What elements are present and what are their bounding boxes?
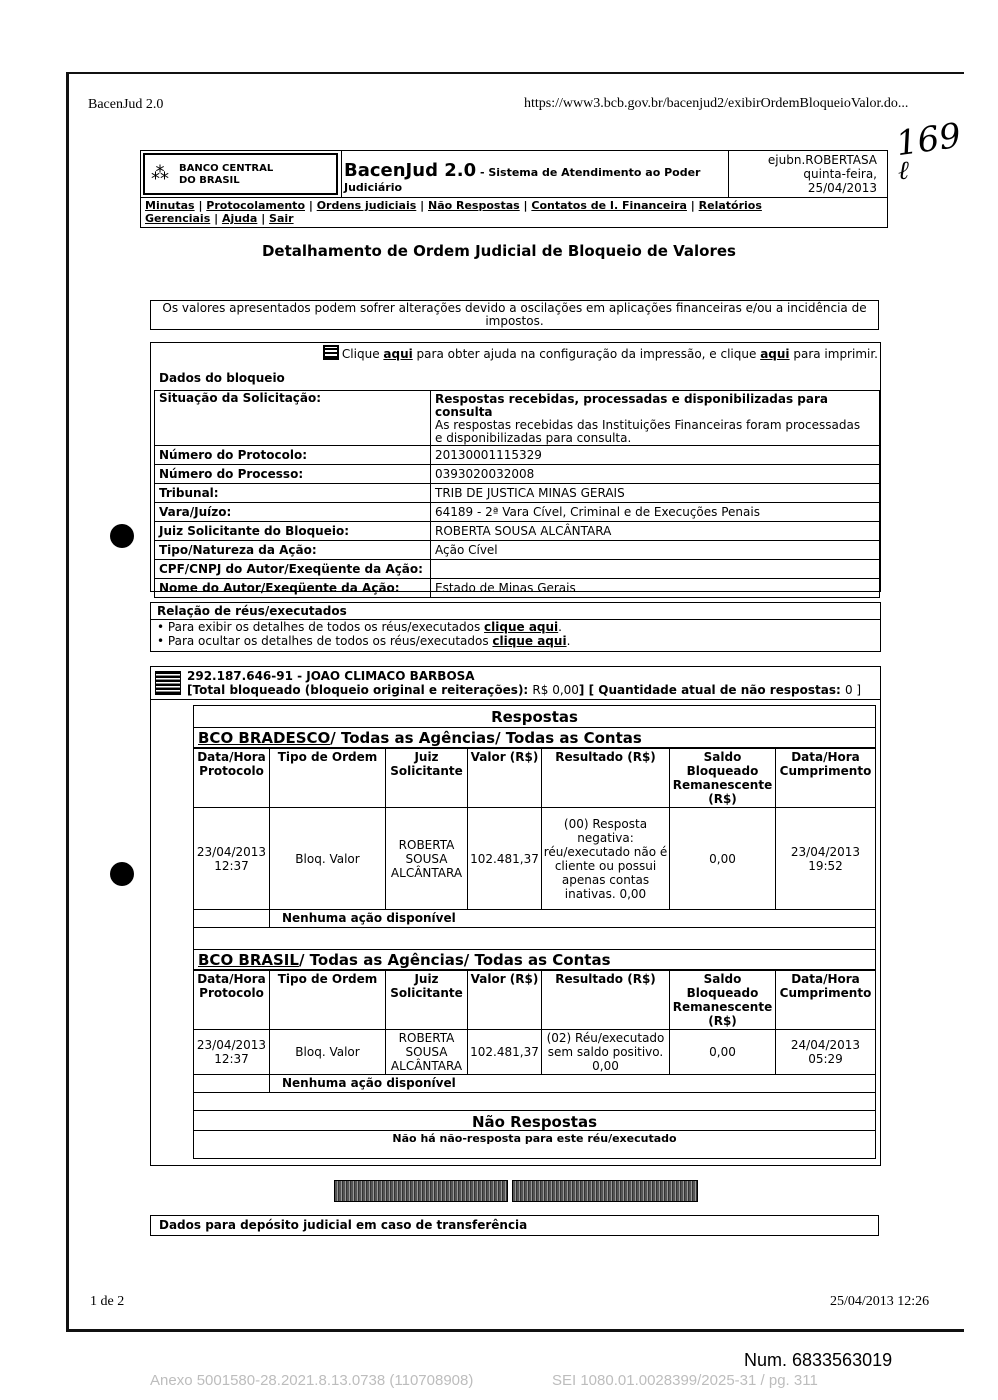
punch-hole	[110, 862, 134, 886]
print-icon[interactable]	[323, 345, 339, 360]
row-value	[431, 560, 880, 579]
nao-respostas-title: Não Respostas	[194, 1111, 875, 1131]
anexo-watermark: Anexo 5001580-28.2021.8.13.0738 (110708908)	[150, 1372, 474, 1389]
total-bloqueado: R$ 0,00	[532, 683, 579, 697]
row-value: Ação Cível	[431, 541, 880, 560]
row-label: Número do Processo:	[155, 465, 431, 484]
hide-details-link[interactable]: clique aqui	[492, 634, 567, 648]
notice-line1: Os valores apresentados podem sofrer alterações devido a oscilações em aplicações financeiras e/ou a incidência de	[162, 301, 867, 315]
table-row	[155, 484, 880, 503]
print-header-url: https://www3.bcb.gov.br/bacenjud2/exibirOrdemBloqueioValor.do...	[524, 96, 909, 111]
reus-title: Relação de réus/executados	[151, 603, 880, 620]
weekday: quinta-feira,	[803, 167, 877, 181]
respostas-title: Respostas	[194, 706, 875, 728]
logo-box	[143, 153, 338, 195]
row-label: Nome do Autor/Exeqüente da Ação:	[155, 579, 431, 598]
app-title-box	[341, 151, 729, 197]
col-cumprimento: Data/Hora Cumprimento	[776, 971, 876, 1030]
row-value: 64189 - 2ª Vara Cível, Criminal e de Execuções Penais	[431, 503, 880, 522]
row-label: CPF/CNPJ do Autor/Exeqüente da Ação:	[155, 560, 431, 579]
action-button-1[interactable]	[334, 1180, 508, 1202]
col-juiz: Juiz Solicitante	[386, 749, 468, 808]
table-row	[155, 391, 880, 446]
menu-contatos[interactable]: Contatos de I. Financeira	[531, 199, 687, 212]
bank-title-brasil: BCO BRASIL/ Todas as Agências/ Todas as Contas	[194, 950, 875, 970]
situacao-value: Respostas recebidas, processadas e disponibilizadas para consulta As respostas recebidas das Instituições Financeiras foram processadas e disponibilizadas para consulta.	[431, 391, 880, 446]
current-date: 25/04/2013	[807, 181, 877, 195]
deposito-panel: Dados para depósito judicial em caso de transferência	[150, 1215, 879, 1236]
menu-relatorios[interactable]: Relatórios	[698, 199, 762, 212]
col-resultado: Resultado (R$)	[542, 971, 670, 1030]
handwritten-page-number: 169	[893, 115, 964, 165]
no-action-brasil: Nenhuma ação disponível	[270, 1075, 876, 1093]
respostas-container	[193, 705, 876, 1159]
table-row	[155, 579, 880, 598]
notice-box	[150, 300, 879, 330]
menu-protocolamento[interactable]: Protocolamento	[206, 199, 305, 212]
user-name: ejubn.ROBERTASA	[767, 153, 877, 167]
table-row	[155, 465, 880, 484]
dados-table	[154, 390, 880, 598]
collapse-toggle-icon[interactable]	[155, 671, 181, 695]
action-button-2[interactable]	[512, 1180, 698, 1202]
col-tipo-ordem: Tipo de Ordem	[270, 971, 386, 1030]
row-label: Número do Protocolo:	[155, 446, 431, 465]
menu-relatorios-gerenciais[interactable]: Gerenciais	[145, 212, 211, 225]
user-info	[768, 153, 877, 195]
reus-hide-line: • Para ocultar os detalhes de todos os réus/executados clique aqui.	[157, 634, 571, 648]
help-link[interactable]: aqui	[383, 347, 413, 361]
reu-header: 292.187.646-91 - JOAO CLIMACO BARBOSA [Total bloqueado (bloqueio original e reiterações): R$ 0,00] [ Quantidade atual de não respostas: 0 ]	[187, 669, 862, 697]
print-page-number: 1 de 2	[90, 1294, 125, 1309]
main-menu: Minutas | Protocolamento | Ordens judiciais | Não Respostas | Contatos de I. Financeira | Relatórios Gerenciais | Ajuda | Sair	[140, 198, 888, 228]
bank-table-bradesco	[193, 748, 876, 928]
bank-title-bradesco: BCO BRADESCO/ Todas as Agências/ Todas as Contas	[194, 728, 875, 748]
reus-panel	[150, 602, 881, 652]
col-valor: Valor (R$)	[468, 749, 542, 808]
print-timestamp: 25/04/2013 12:26	[830, 1294, 930, 1309]
bank-logo-icon: ⁂	[151, 163, 169, 184]
no-action-bradesco: Nenhuma ação disponível	[270, 910, 876, 928]
bank-table-brasil	[193, 970, 876, 1093]
menu-ajuda[interactable]: Ajuda	[221, 212, 258, 225]
row-value: 0393020032008	[431, 465, 880, 484]
col-tipo-ordem: Tipo de Ordem	[270, 749, 386, 808]
col-cumprimento: Data/Hora Cumprimento	[776, 749, 876, 808]
app-subtitle: - Sistema de Atendimento ao Poder	[476, 166, 701, 179]
app-name: BacenJud 2.0	[344, 160, 477, 181]
col-data-protocolo: Data/Hora Protocolo	[194, 971, 270, 1030]
print-help: Clique aqui para obter ajuda na configuração da impressão, e clique aqui para imprimir.	[323, 345, 878, 361]
row-label: Juiz Solicitante do Bloqueio:	[155, 522, 431, 541]
reu-panel	[150, 666, 881, 1166]
table-row	[155, 503, 880, 522]
row-value: Estado de Minas Gerais	[431, 579, 880, 598]
table-row	[155, 446, 880, 465]
table-row	[155, 522, 880, 541]
sei-watermark: SEI 1080.01.0028399/2025-31 / pg. 311	[552, 1372, 818, 1389]
reus-show-line: • Para exibir os detalhes de todos os réus/executados clique aqui.	[157, 620, 562, 634]
table-row	[155, 560, 880, 579]
logo-text: BANCO CENTRAL DO BRASIL	[179, 163, 274, 186]
qtd-nao-respostas: 0 ]	[844, 683, 862, 697]
menu-minutas[interactable]: Minutas	[145, 199, 195, 212]
col-valor: Valor (R$)	[468, 971, 542, 1030]
page-title: Detalhamento de Ordem Judicial de Bloqueio de Valores	[261, 242, 736, 260]
show-details-link[interactable]: clique aqui	[484, 620, 559, 634]
col-data-protocolo: Data/Hora Protocolo	[194, 749, 270, 808]
print-header-title: BacenJud 2.0	[88, 97, 164, 112]
row-value: ROBERTA SOUSA ALCÂNTARA	[431, 522, 880, 541]
table-row	[155, 541, 880, 560]
app-subtitle-2: Judiciário	[344, 181, 403, 194]
row-value: 20130001115329	[431, 446, 880, 465]
row-label: Tribunal:	[155, 484, 431, 503]
print-link[interactable]: aqui	[760, 347, 790, 361]
dados-section-title: Dados do bloqueio	[159, 371, 285, 385]
row-label: Tipo/Natureza da Ação:	[155, 541, 431, 560]
row-label: Vara/Juízo:	[155, 503, 431, 522]
reu-name: 292.187.646-91 - JOAO CLIMACO BARBOSA	[187, 669, 475, 683]
col-saldo: Saldo Bloqueado Remanescente (R$)	[670, 971, 776, 1030]
punch-hole	[110, 524, 134, 548]
menu-sair[interactable]: Sair	[269, 212, 294, 225]
app-header	[140, 150, 888, 198]
handwritten-initial: ℓ	[898, 156, 909, 186]
table-row: 23/04/2013 12:37 Bloq. Valor ROBERTA SOUSA ALCÂNTARA 102.481,37 (02) Réu/executado sem saldo positivo. 0,00 0,00 24/04/2013 05:29	[194, 1030, 876, 1075]
menu-ordens-judiciais[interactable]: Ordens judiciais	[316, 199, 417, 212]
menu-nao-respostas[interactable]: Não Respostas	[427, 199, 520, 212]
document-number: Num. 6833563019	[744, 1350, 893, 1370]
row-value: TRIB DE JUSTICA MINAS GERAIS	[431, 484, 880, 503]
table-row: 23/04/2013 12:37 Bloq. Valor ROBERTA SOUSA ALCÂNTARA 102.481,37 (00) Resposta negativa: réu/executado não é cliente ou possui apenas contas inativas. 0,00 0,00 23/04/2013 19:52	[194, 808, 876, 910]
nao-respostas-text: Não há não-resposta para este réu/executado	[392, 1132, 677, 1145]
col-resultado: Resultado (R$)	[542, 749, 670, 808]
situacao-label: Situação da Solicitação:	[155, 391, 431, 446]
col-saldo: Saldo Bloqueado Remanescente (R$)	[670, 749, 776, 808]
notice-line2: impostos.	[485, 314, 544, 328]
dados-bloqueio-panel	[150, 342, 881, 595]
col-juiz: Juiz Solicitante	[386, 971, 468, 1030]
